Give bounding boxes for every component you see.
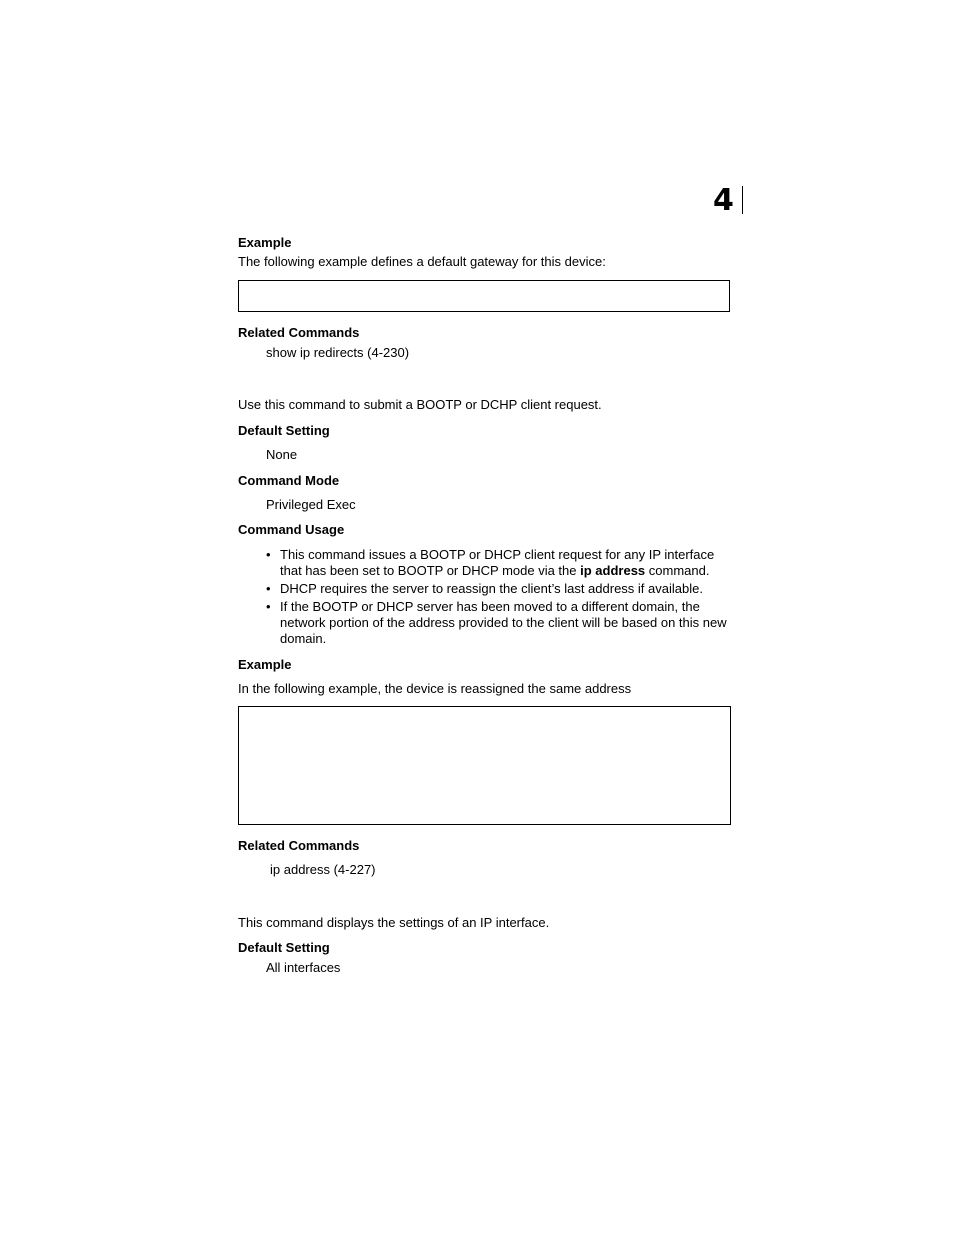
- default-setting-value: None: [266, 447, 298, 462]
- usage-bullet-3-line-1: If the BOOTP or DHCP server has been moved to a different domain, the: [280, 599, 700, 614]
- example-description: The following example defines a default gateway for this device:: [238, 254, 606, 269]
- command-mode-value: Privileged Exec: [266, 497, 356, 512]
- command-description-2: This command displays the settings of an IP interface.: [238, 915, 550, 930]
- example-code-box: [238, 280, 730, 312]
- command-description: Use this command to submit a BOOTP or DCHP client request.: [238, 397, 602, 412]
- chapter-number: 4: [713, 186, 743, 214]
- default-setting-heading-2: Default Setting: [238, 940, 330, 955]
- ip-address-command: ip address: [580, 563, 646, 578]
- usage-bullet-3-line-2: network portion of the address provided to the client will be based on this new: [280, 615, 727, 630]
- usage-bullet-3: [266, 599, 740, 647]
- related-command-link[interactable]: show ip redirects (4-230): [266, 345, 410, 360]
- example-heading: Example: [238, 235, 292, 250]
- bullet-dot: •: [266, 581, 271, 596]
- usage-bullet-1-line-2-end: command.: [645, 563, 710, 578]
- usage-bullet-2: [266, 581, 740, 597]
- usage-bullet-1: [266, 547, 740, 579]
- usage-bullet-1-line-2: [280, 563, 740, 579]
- related-command-link-2[interactable]: ip address (4-227): [270, 862, 376, 877]
- command-usage-heading: Command Usage: [238, 522, 345, 537]
- example-description-2: In the following example, the device is reassigned the same address: [238, 681, 632, 696]
- bullet-dot: •: [266, 547, 271, 562]
- usage-bullet-2-text: DHCP requires the server to reassign the client’s last address if available.: [280, 581, 703, 596]
- related-commands-heading: Related Commands: [238, 325, 360, 340]
- example-code-box-2: [238, 706, 731, 825]
- default-setting-heading: Default Setting: [238, 423, 330, 438]
- usage-bullet-1-line-2-start: that has been set to BOOTP or DHCP mode via the: [280, 563, 581, 578]
- usage-bullet-1-line-1: This command issues a BOOTP or DHCP client request for any IP interface: [280, 547, 715, 562]
- usage-bullet-3-line-3: domain.: [280, 631, 327, 646]
- default-setting-value-2: All interfaces: [266, 960, 341, 975]
- bullet-dot: •: [266, 599, 271, 614]
- command-mode-heading: Command Mode: [238, 473, 340, 488]
- related-commands-heading-2: Related Commands: [238, 838, 360, 853]
- example-heading-2: Example: [238, 657, 292, 672]
